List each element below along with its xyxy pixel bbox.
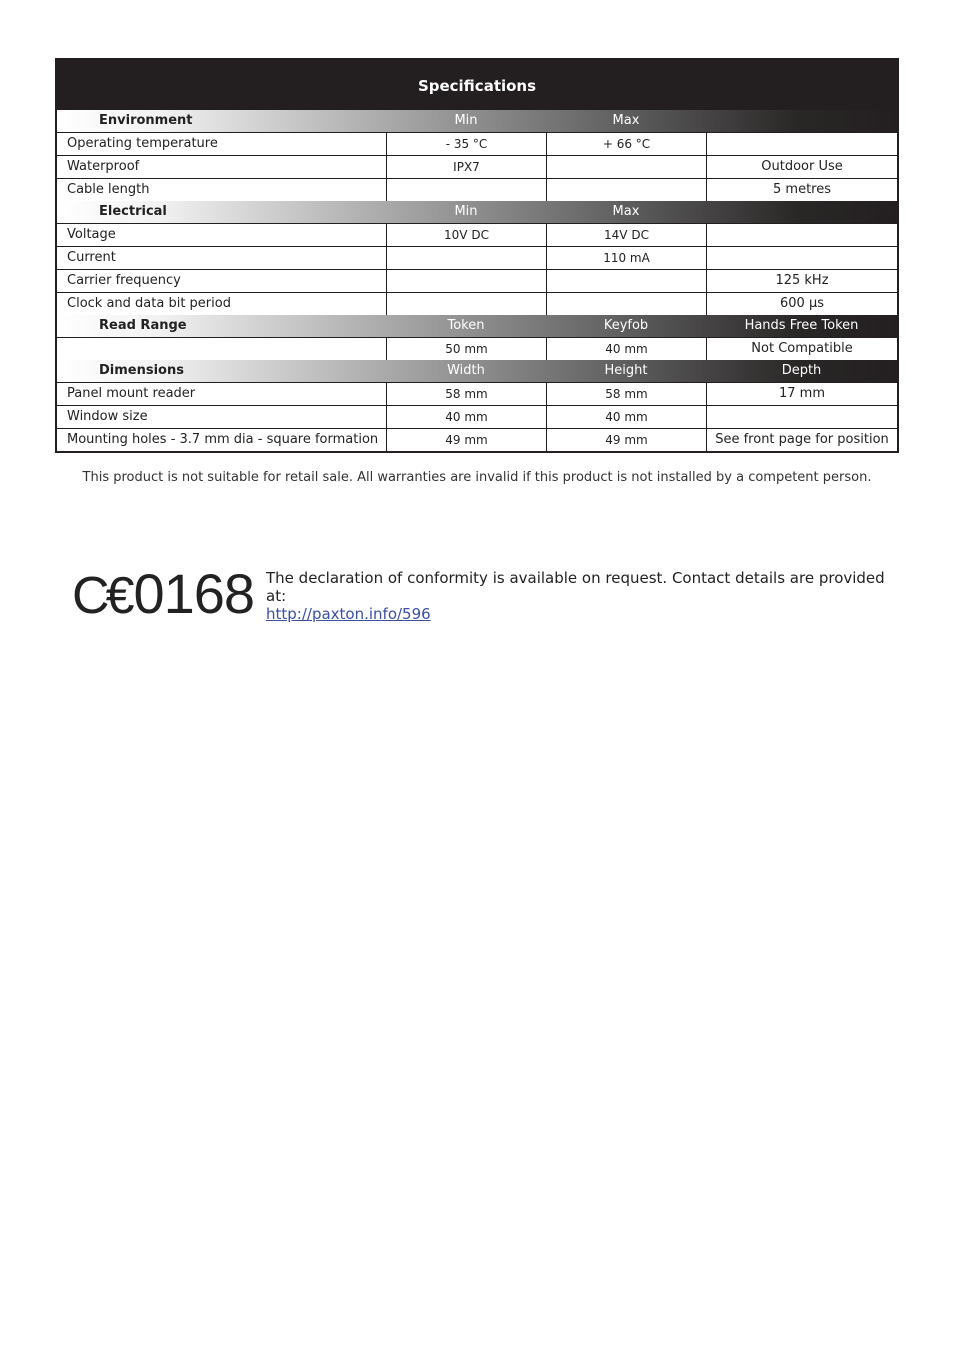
table-cell: 17 mm: [706, 383, 897, 405]
table-cell: [386, 247, 546, 269]
table-cell: [706, 224, 897, 246]
column-header: [706, 110, 897, 132]
table-title: Specifications: [57, 60, 897, 110]
section-title: Dimensions: [99, 363, 184, 378]
column-header: Min: [454, 113, 478, 128]
column-header: [706, 201, 897, 223]
ce-number: 0168: [133, 562, 255, 625]
row-label: Carrier frequency: [67, 273, 181, 288]
retail-warning-note: This product is not suitable for retail sale. All warranties are invalid if this product is not installed by a competent person.: [82, 470, 872, 485]
row-label: Waterproof: [67, 159, 140, 174]
table-cell: 49 mm: [546, 429, 706, 451]
table-row: [57, 337, 897, 360]
table-cell: 49 mm: [386, 429, 546, 451]
section-header-dimensions: [57, 360, 897, 382]
table-row: [57, 269, 897, 292]
table-cell: 5 metres: [706, 179, 897, 201]
column-header: Depth: [781, 363, 822, 378]
table-row: [57, 132, 897, 155]
row-label: Voltage: [67, 227, 116, 242]
declaration-text: The declaration of conformity is available on request. Contact details are provided at:: [266, 569, 885, 605]
declaration-of-conformity: [266, 569, 906, 623]
table-cell: [706, 406, 897, 428]
column-header: Token: [447, 318, 485, 333]
column-header: Min: [454, 204, 478, 219]
table-cell: 50 mm: [386, 338, 546, 360]
table-cell: + 66 °C: [546, 133, 706, 155]
table-cell: [386, 179, 546, 201]
table-cell: [546, 156, 706, 178]
row-label: Window size: [67, 409, 148, 424]
table-cell: 40 mm: [546, 406, 706, 428]
table-cell: 10V DC: [386, 224, 546, 246]
row-label: Panel mount reader: [67, 386, 196, 401]
table-cell: [546, 179, 706, 201]
table-cell: [546, 270, 706, 292]
table-row: [57, 178, 897, 201]
table-cell: 14V DC: [546, 224, 706, 246]
table-cell: 40 mm: [386, 406, 546, 428]
table-cell: Outdoor Use: [706, 156, 897, 178]
table-cell: [706, 133, 897, 155]
row-label: Operating temperature: [67, 136, 218, 151]
table-cell: 40 mm: [546, 338, 706, 360]
section-title: Environment: [99, 113, 193, 128]
table-row: [57, 382, 897, 405]
table-body: [57, 110, 897, 451]
column-header: Width: [447, 363, 485, 378]
table-cell: [386, 293, 546, 315]
table-cell: IPX7: [386, 156, 546, 178]
column-header: Height: [604, 363, 648, 378]
table-cell: Not Compatible: [706, 338, 897, 360]
table-cell: [546, 293, 706, 315]
section-header-read-range: [57, 315, 897, 337]
row-label: Mounting holes - 3.7 mm dia - square formation: [67, 432, 379, 447]
table-cell: 110 mA: [546, 247, 706, 269]
row-label: [57, 338, 386, 360]
table-cell: [706, 247, 897, 269]
ce-mark-logo: [72, 562, 255, 625]
table-row: [57, 405, 897, 428]
specifications-table: [55, 58, 899, 453]
table-cell: - 35 °C: [386, 133, 546, 155]
section-title: Read Range: [99, 318, 187, 333]
table-row: [57, 292, 897, 315]
ce-mark: C€0168: [72, 562, 255, 625]
column-header: Hands Free Token: [744, 318, 859, 333]
section-header-electrical: [57, 201, 897, 223]
column-header: Max: [612, 204, 640, 219]
table-row: [57, 428, 897, 451]
table-cell: [386, 270, 546, 292]
table-cell: 58 mm: [546, 383, 706, 405]
declaration-link[interactable]: http://paxton.info/596: [266, 605, 431, 623]
table-cell: 125 kHz: [706, 270, 897, 292]
section-header-environment: [57, 110, 897, 132]
table-cell: See front page for position: [706, 429, 897, 451]
table-row: [57, 223, 897, 246]
table-row: [57, 155, 897, 178]
table-row: [57, 246, 897, 269]
row-label: Current: [67, 250, 116, 265]
section-title: Electrical: [99, 204, 167, 219]
column-header: Keyfob: [603, 318, 649, 333]
row-label: Clock and data bit period: [67, 296, 231, 311]
row-label: Cable length: [67, 182, 150, 197]
table-cell: 600 µs: [706, 293, 897, 315]
table-cell: 58 mm: [386, 383, 546, 405]
column-header: Max: [612, 113, 640, 128]
